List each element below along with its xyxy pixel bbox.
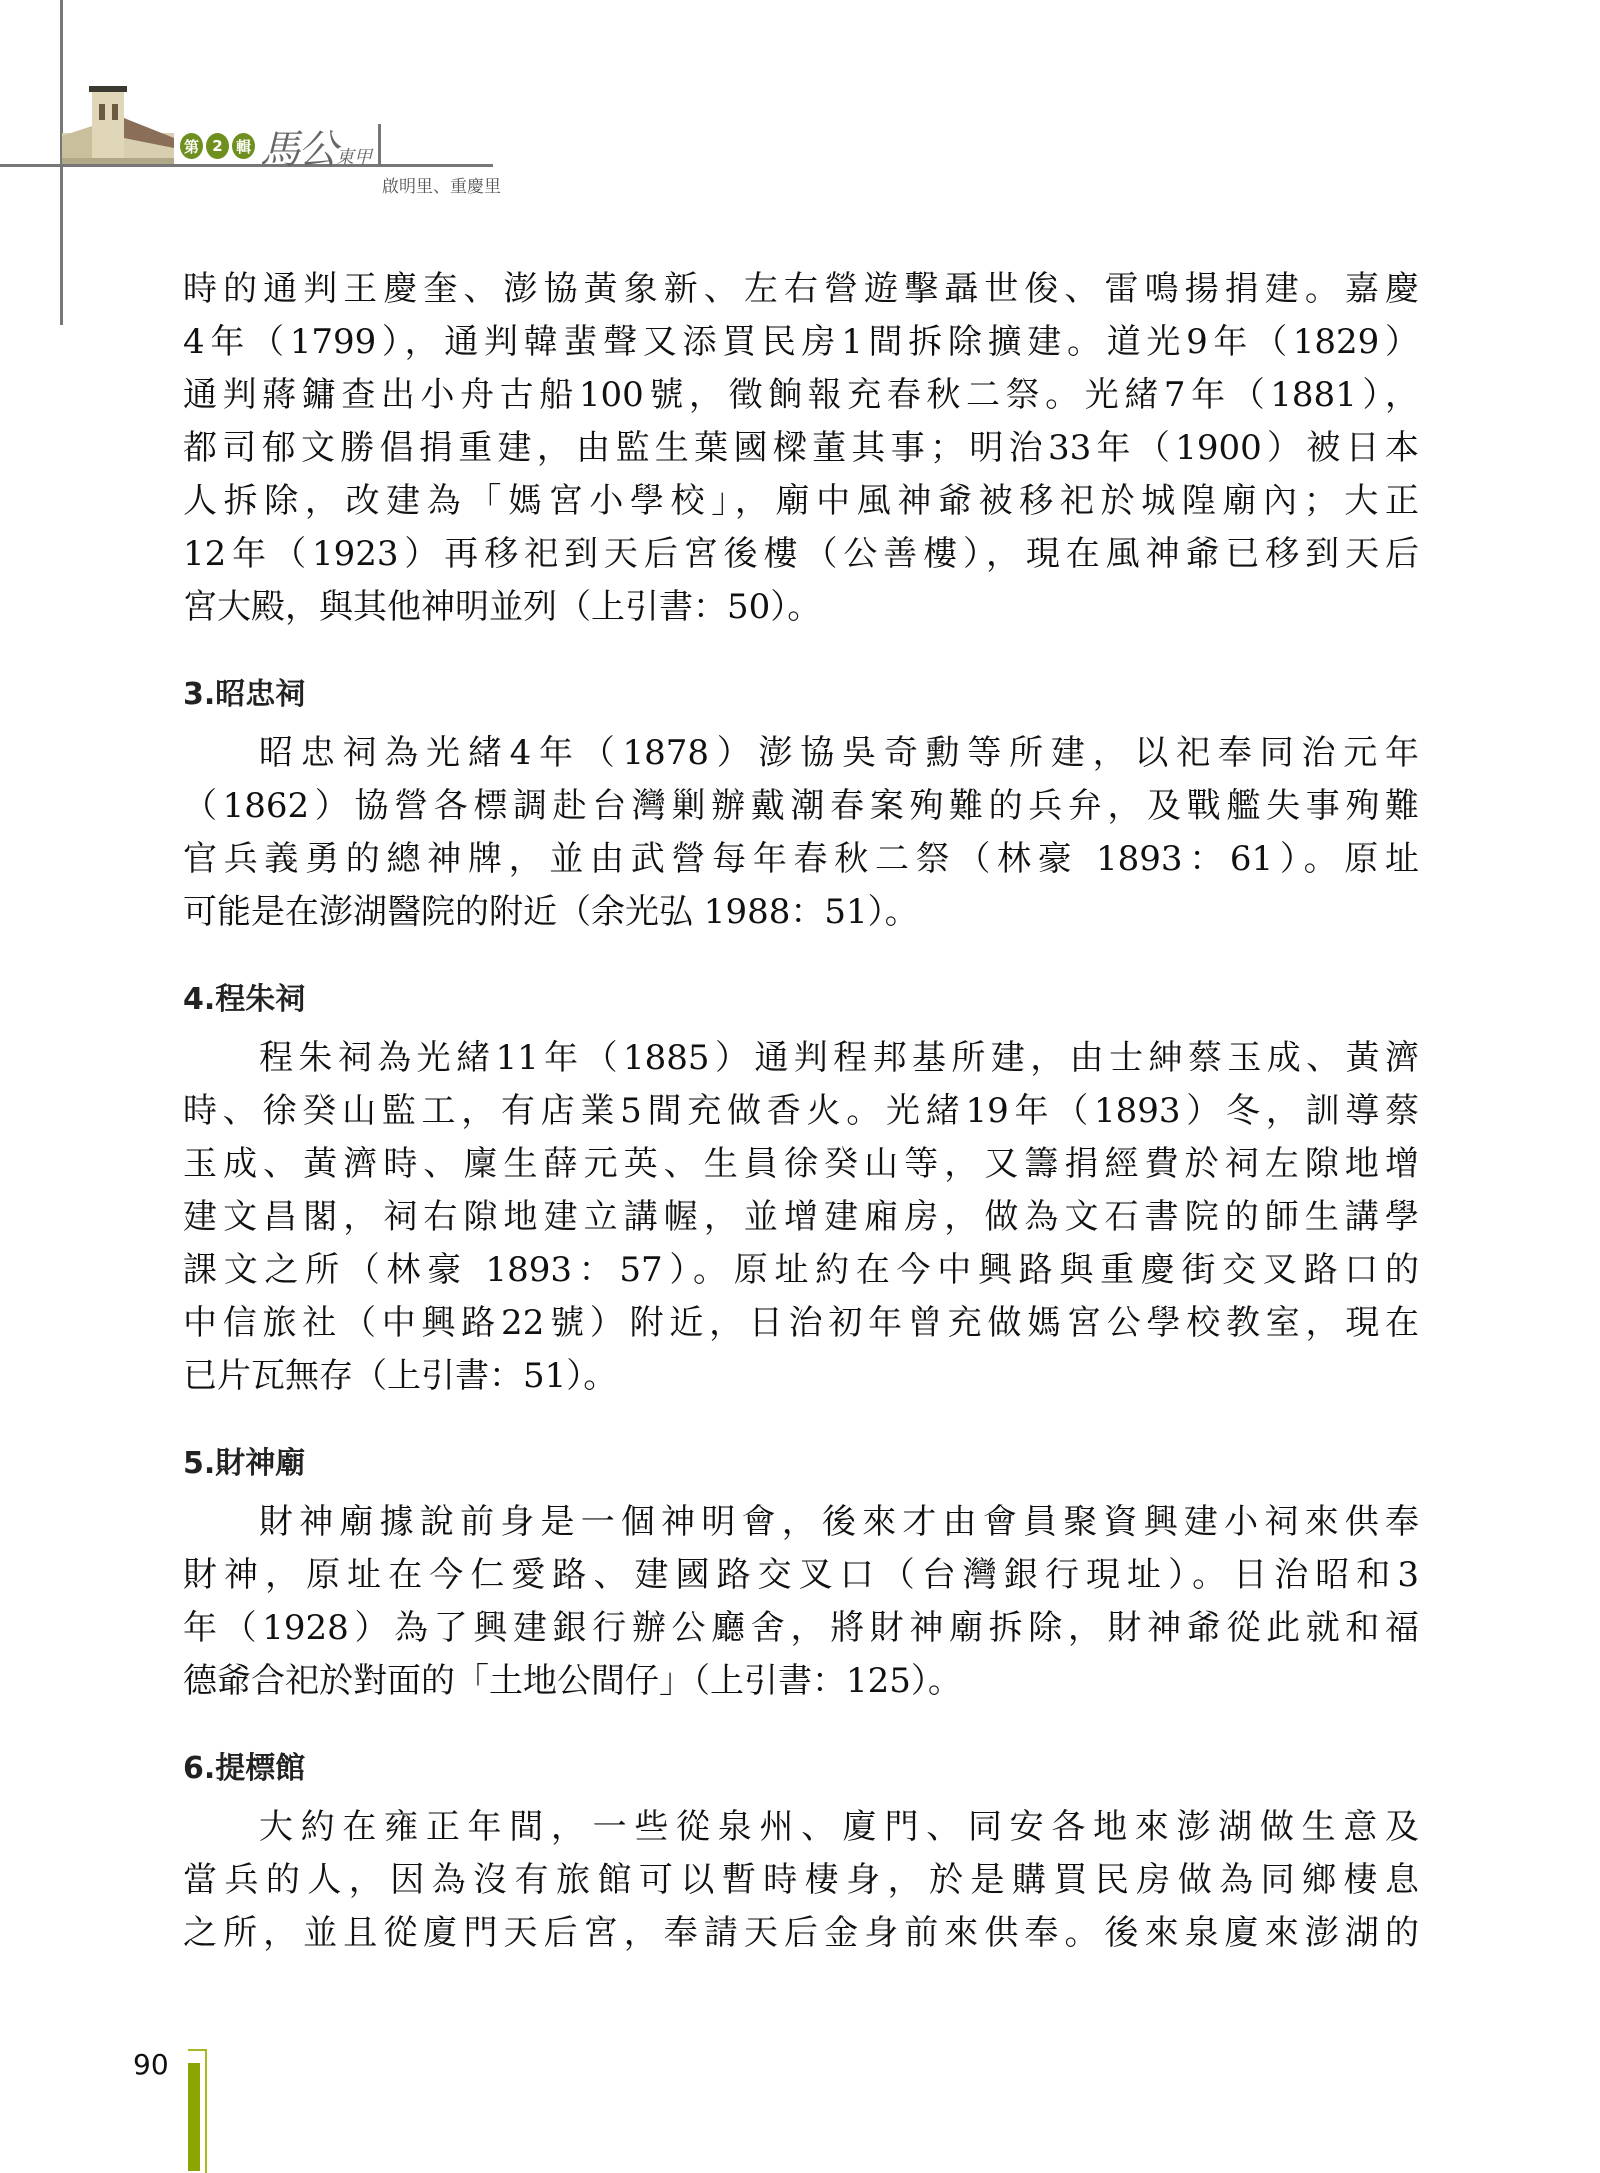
text-line: 程朱祠為光緒11年（1885）通判程邦基所建，由士紳蔡玉成、黃濟 bbox=[259, 1038, 1419, 1078]
badge-char: 輯 bbox=[232, 133, 255, 159]
text-line: （1862）協營各標調赴台灣剿辦戴潮春案殉難的兵弁，及戰艦失事殉難 bbox=[183, 786, 1419, 826]
intro-paragraph bbox=[183, 263, 1419, 634]
text-line: 之所，並且從廈門天后宮，奉請天后金身前來供奉。後來泉廈來澎湖的 bbox=[183, 1913, 1419, 1953]
section-paragraph bbox=[183, 727, 1419, 939]
section bbox=[183, 1742, 1419, 1960]
page-body bbox=[183, 263, 1419, 1960]
series-title bbox=[260, 118, 372, 175]
text-line: 中信旅社（中興路22號）附近，日治初年曾充做媽宮公學校教室，現在 bbox=[183, 1303, 1419, 1343]
section-paragraph bbox=[183, 1032, 1419, 1403]
text-line: 財神，原址在今仁愛路、建國路交叉口（台灣銀行現址）。日治昭和3 bbox=[183, 1555, 1419, 1595]
text-line: 大約在雍正年間，一些從泉州、廈門、同安各地來澎湖做生意及 bbox=[259, 1807, 1419, 1847]
badge-char: 第 bbox=[180, 133, 203, 159]
text-line: 通判蔣鏞查出小舟古船100號，徵餉報充春秋二祭。光緒7年（1881）， bbox=[183, 375, 1419, 415]
section bbox=[183, 973, 1419, 1403]
section-paragraph bbox=[183, 1801, 1419, 1960]
text-line: 昭忠祠為光緒4年（1878）澎協吳奇勳等所建，以祀奉同治元年 bbox=[259, 733, 1419, 773]
text-line: 財神廟據說前身是一個神明會，後來才由會員聚資興建小祠來供奉 bbox=[259, 1502, 1419, 1542]
sections bbox=[183, 668, 1419, 1960]
text-line: 都司郁文勝倡捐重建，由監生葉國樑董其事；明治33年（1900）被日本 bbox=[183, 428, 1419, 468]
section bbox=[183, 668, 1419, 939]
section-heading: 5.財神廟 bbox=[183, 1446, 306, 1481]
title-divider bbox=[378, 124, 381, 165]
section bbox=[183, 1437, 1419, 1708]
chapter-subtitle: 啟明里、重慶里 bbox=[382, 177, 501, 197]
section-heading: 3.昭忠祠 bbox=[183, 677, 306, 712]
header-horizontal-rule bbox=[0, 164, 493, 167]
text-line: 德爺合祀於對面的「土地公間仔」（上引書：125）。 bbox=[183, 1661, 962, 1701]
text-line: 已片瓦無存（上引書：51）。 bbox=[183, 1356, 618, 1396]
text-line: 年（1928）為了興建銀行辦公廳舍，將財神廟拆除，財神爺從此就和福 bbox=[183, 1608, 1419, 1648]
text-line: 當兵的人，因為沒有旅館可以暫時棲身，於是購買民房做為同鄉棲息 bbox=[183, 1860, 1419, 1900]
text-line: 12年（1923）再移祀到天后宮後樓（公善樓），現在風神爺已移到天后 bbox=[183, 534, 1419, 574]
volume-badge bbox=[180, 133, 255, 159]
text-line: 官兵義勇的總神牌，並由武營每年春秋二祭（林豪 1893：61）。原址 bbox=[183, 839, 1419, 879]
text-line: 4年（1799），通判韓蜚聲又添買民房1間拆除擴建。道光9年（1829） bbox=[183, 322, 1419, 362]
section-heading: 6.提標館 bbox=[183, 1751, 306, 1786]
text-line: 人拆除，改建為「媽宮小學校」，廟中風神爺被移祀於城隍廟內；大正 bbox=[183, 481, 1419, 521]
text-line: 建文昌閣，祠右隙地建立講幄，並增建廂房，做為文石書院的師生講學 bbox=[183, 1197, 1419, 1237]
section-heading: 4.程朱祠 bbox=[183, 982, 306, 1017]
series-title-small: 東甲 bbox=[336, 147, 372, 168]
badge-char: 2 bbox=[206, 133, 229, 159]
text-line: 課文之所（林豪 1893：57）。原址約在今中興路與重慶街交叉路口的 bbox=[183, 1250, 1419, 1290]
text-line: 可能是在澎湖醫院的附近（余光弘 1988：51）。 bbox=[183, 892, 919, 932]
text-line: 玉成、黃濟時、廩生薛元英、生員徐癸山等，又籌捐經費於祠左隙地增 bbox=[183, 1144, 1419, 1184]
text-line: 時、徐癸山監工，有店業5間充做香火。光緒19年（1893）冬，訓導蔡 bbox=[183, 1091, 1419, 1131]
page-number: 90 bbox=[133, 2048, 169, 2081]
footer-green-bar bbox=[188, 2063, 200, 2171]
text-line: 宮大殿，與其他神明並列（上引書：50）。 bbox=[183, 587, 822, 627]
building-photo bbox=[62, 78, 174, 164]
series-title-main: 馬公 bbox=[260, 127, 336, 173]
section-paragraph bbox=[183, 1496, 1419, 1708]
text-line: 時的通判王慶奎、澎協黃象新、左右營遊擊聶世俊、雷鳴揚捐建。嘉慶 bbox=[183, 269, 1419, 309]
